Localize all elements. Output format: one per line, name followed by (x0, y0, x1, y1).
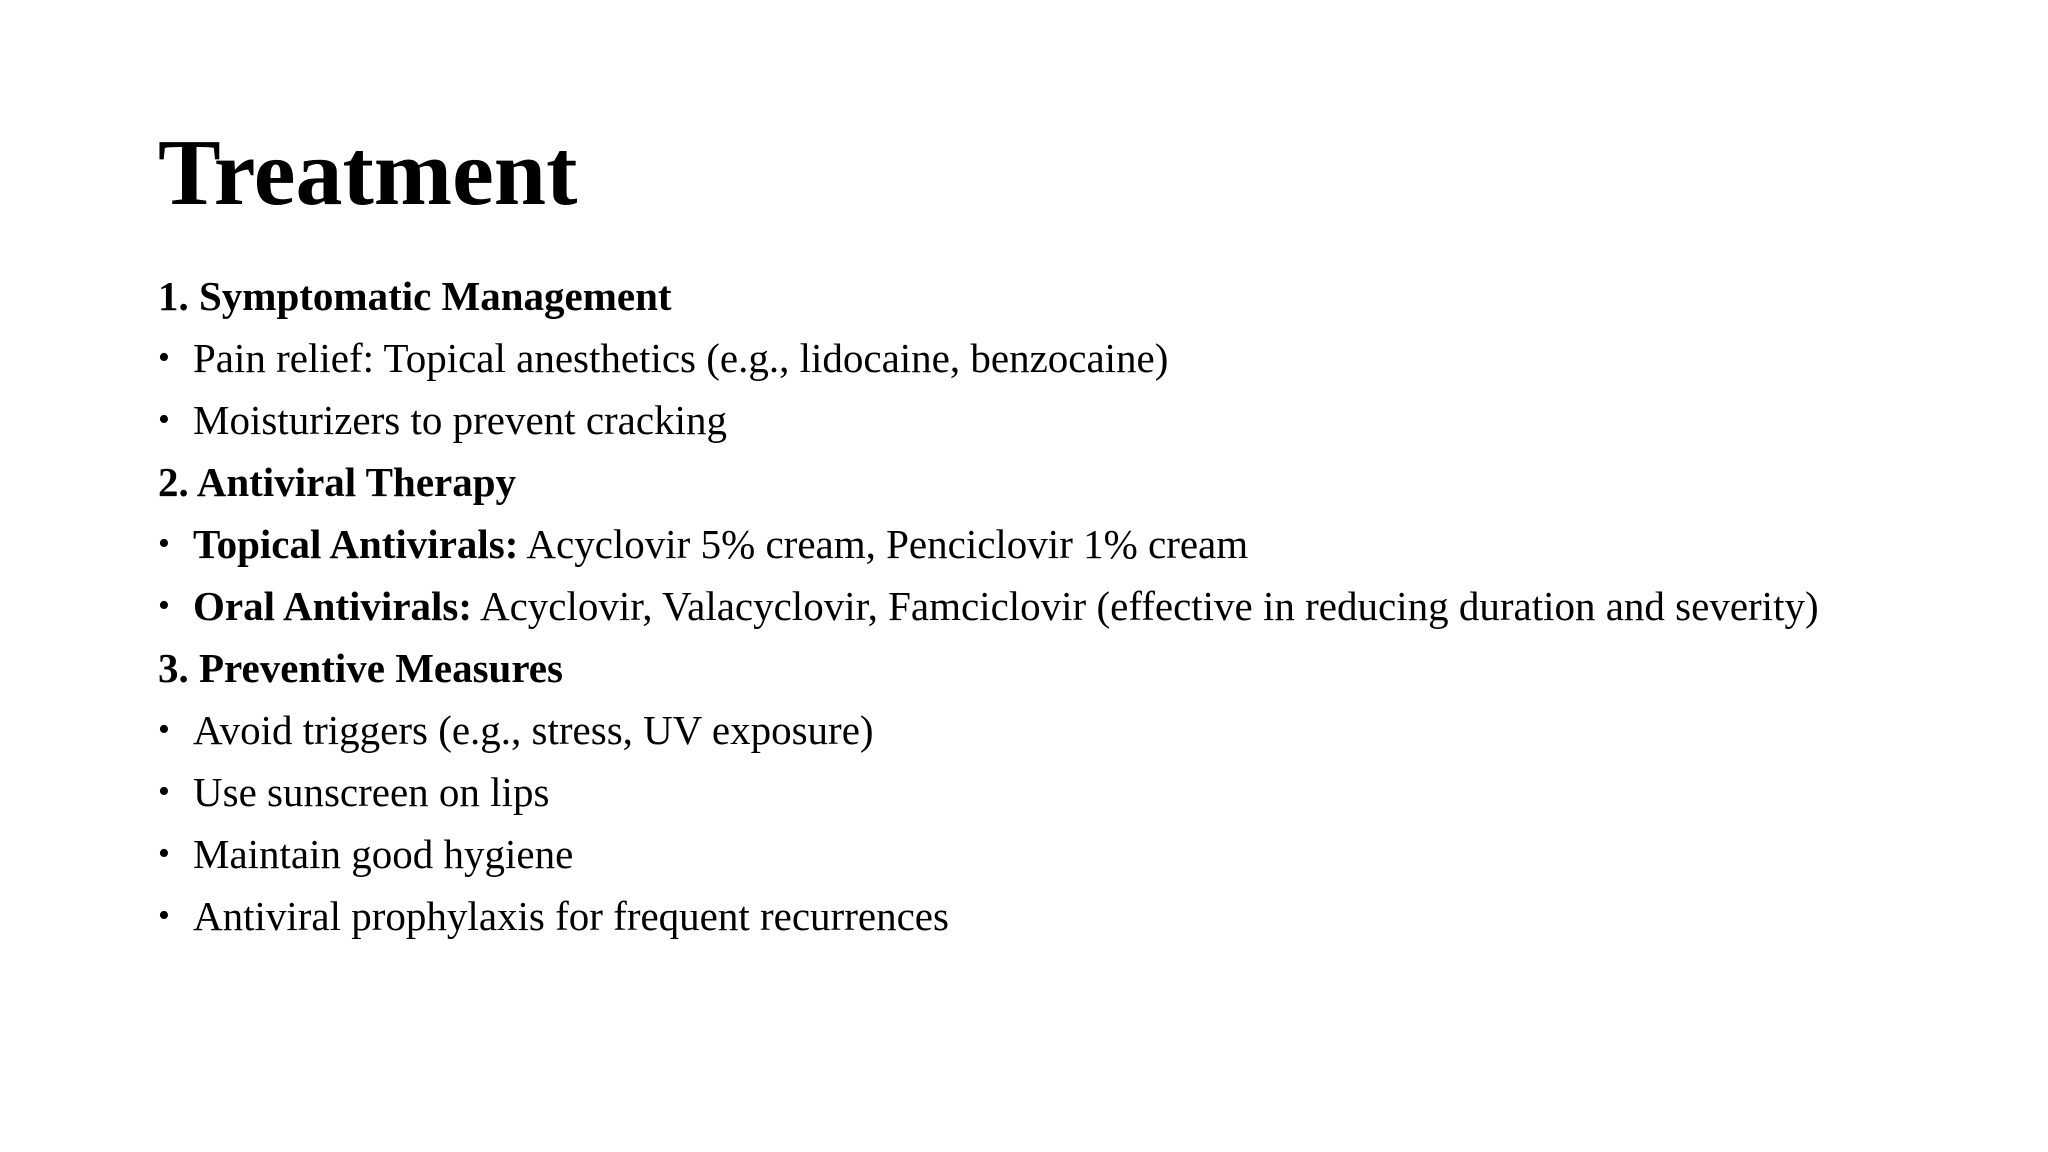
list-item (158, 327, 2018, 389)
slide-content (158, 265, 2018, 947)
bullet-icon: • (158, 835, 170, 872)
bullet-icon: • (158, 897, 170, 934)
list-item-text: Antiviral prophylaxis for frequent recurrences (193, 893, 949, 939)
slide-title: Treatment (158, 121, 578, 225)
section-heading-preventive-measures: 3. Preventive Measures (158, 645, 563, 691)
list-item (158, 885, 2018, 947)
list-item-text: Moisturizers to prevent cracking (193, 397, 727, 443)
list-item (158, 513, 2018, 575)
list-item-text: Avoid triggers (e.g., stress, UV exposure) (193, 707, 874, 753)
list-item (158, 823, 2018, 885)
list-item-text: Acyclovir 5% cream, Penciclovir 1% cream (518, 521, 1249, 567)
bullet-icon: • (158, 587, 170, 624)
list-item-text: Pain relief: Topical anesthetics (e.g., lidocaine, benzocaine) (193, 335, 1169, 381)
bullet-icon: • (158, 401, 170, 438)
list-item (158, 699, 2018, 761)
list-item-lead: Oral Antivirals: (193, 583, 473, 629)
section-heading-antiviral-therapy: 2. Antiviral Therapy (158, 459, 517, 505)
bullet-icon: • (158, 711, 170, 748)
list-item (158, 389, 2018, 451)
list-item (158, 761, 2018, 823)
list-item-text: Maintain good hygiene (193, 831, 574, 877)
section-heading-symptomatic-management: 1. Symptomatic Management (158, 273, 672, 319)
list-item-lead: Topical Antivirals: (193, 521, 519, 567)
bullet-icon: • (158, 525, 170, 562)
bullet-icon: • (158, 339, 170, 376)
list-item-text: Use sunscreen on lips (193, 769, 550, 815)
list-item-text: Acyclovir, Valacyclovir, Famciclovir (effective in reducing duration and severity) (472, 583, 1819, 629)
bullet-icon: • (158, 773, 170, 810)
list-item (158, 575, 2018, 637)
